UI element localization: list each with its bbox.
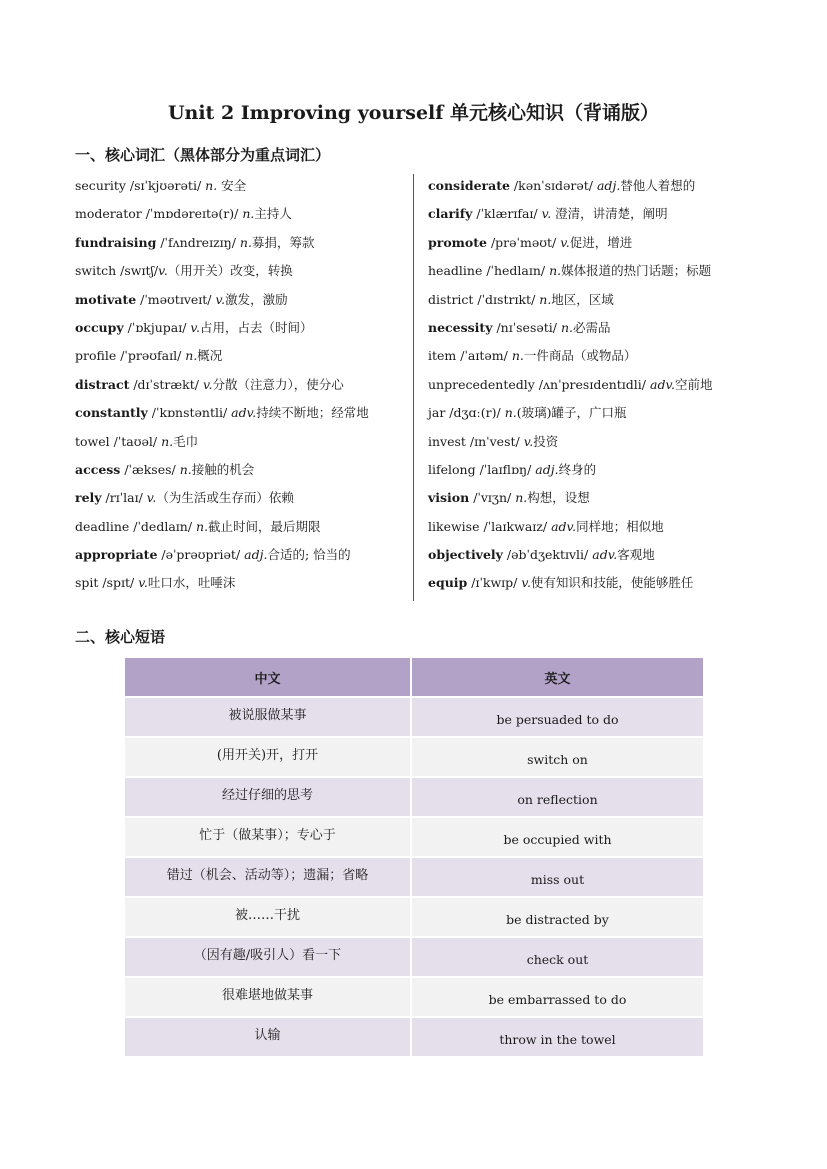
vocab-entry	[75, 200, 410, 228]
vocab-meaning: 使有知识和技能，使能够胜任	[530, 575, 694, 591]
vocab-pos: n.	[179, 461, 192, 477]
vocab-pron: /ˈtaʊəl/	[109, 433, 162, 449]
vocab-meaning: 空前地	[675, 376, 713, 392]
column-divider	[413, 174, 414, 601]
vocab-word: access	[75, 461, 121, 477]
vocab-word: necessity	[428, 319, 493, 335]
table-row	[125, 858, 703, 898]
vocab-pron: /rɪˈlaɪ/	[101, 490, 147, 506]
vocab-meaning: 澄清，讲清楚，阐明	[551, 206, 668, 222]
vocab-entry	[75, 569, 410, 597]
vocab-pos: v.	[541, 206, 552, 222]
vocab-pron: /swɪtʃ/	[116, 263, 159, 279]
table-row	[125, 818, 703, 858]
table-row	[125, 938, 703, 978]
phrase-chinese: 忙于（做某事）；专心于	[125, 818, 412, 858]
vocab-pos: n.	[205, 178, 218, 193]
vocab-pos: n.	[161, 433, 174, 449]
vocab-meaning: （为生活或生存而）依赖	[156, 490, 294, 506]
vocab-entry	[75, 257, 410, 285]
vocab-pos: v.	[523, 433, 534, 449]
vocab-word: motivate	[75, 291, 137, 307]
vocab-pron: /ˈdɪstrɪkt/	[473, 291, 540, 307]
vocab-meaning: 持续不断地；经常地	[256, 405, 369, 421]
phrase-table	[125, 658, 703, 1058]
vocab-pos: adv.	[231, 405, 257, 421]
table-row	[125, 978, 703, 1018]
vocab-meaning: 接触的机会	[191, 461, 255, 477]
vocab-pos: n.	[504, 405, 517, 421]
vocab-pos: n.	[515, 490, 528, 506]
vocab-word: rely	[75, 490, 102, 506]
vocab-meaning: 终身的	[558, 461, 597, 477]
vocab-meaning: 吐口水，吐唾沫	[147, 575, 236, 591]
vocab-word: moderator	[75, 206, 142, 222]
vocab-pron: /əˈprəʊpriət/	[157, 547, 245, 563]
vocab-entry	[75, 229, 410, 257]
vocab-pos: v.	[146, 490, 157, 506]
vocab-pron: /ˈməʊtɪveɪt/	[136, 291, 216, 307]
vocab-pos: v.	[560, 234, 570, 250]
vocab-column-left	[75, 172, 410, 598]
vocab-pron: /kənˈsɪdərət/	[509, 178, 597, 193]
vocab-meaning: 客观地	[617, 547, 655, 563]
vocab-word: profile	[75, 348, 117, 364]
vocab-pron: /ˈklærɪfaɪ/	[472, 206, 542, 222]
vocab-pos: n.	[242, 206, 255, 222]
vocab-pos: n.	[549, 263, 562, 279]
vocab-meaning: 同样地；相似地	[576, 518, 664, 534]
vocab-word: headline	[428, 263, 483, 279]
phrase-chinese: 被说服做某事	[125, 698, 412, 738]
vocab-entry	[428, 513, 758, 541]
vocab-meaning: 必需品	[573, 319, 611, 335]
vocab-entry	[75, 484, 410, 512]
vocab-entry	[75, 428, 410, 456]
vocab-word: fundraising	[75, 234, 157, 250]
vocab-word: constantly	[75, 405, 148, 421]
vocab-meaning: 构想，设想	[527, 490, 590, 506]
vocab-pron: /ˈkɒnstəntli/	[147, 405, 232, 421]
table-row	[125, 698, 703, 738]
vocab-pron: /ˈdedlaɪn/	[129, 518, 197, 534]
phrase-chinese: 经过仔细的思考	[125, 778, 412, 818]
vocab-word: likewise	[428, 518, 480, 534]
vocab-word: lifelong	[428, 461, 476, 477]
vocab-pos: adj.	[244, 547, 268, 563]
vocab-word: switch	[75, 263, 117, 279]
vocab-meaning: 主持人	[254, 206, 292, 222]
vocab-pos: n.	[560, 319, 573, 335]
vocab-meaning: 一件商品（或物品）	[523, 348, 637, 364]
vocab-pron: /prəˈməʊt/	[486, 234, 561, 250]
vocab-pos: n.	[511, 348, 524, 364]
phrase-chinese: （因有趣/吸引人）看一下	[125, 938, 412, 978]
vocab-word: deadline	[75, 518, 130, 534]
vocab-pron: /ˈfʌndreɪzɪŋ/	[156, 234, 240, 250]
vocab-entry	[428, 286, 758, 314]
vocab-entry	[428, 456, 758, 484]
vocab-entry	[428, 229, 758, 257]
vocab-pron: /ˈprəʊfaɪl/	[116, 348, 186, 364]
vocab-pron: /ˈaɪtəm/	[456, 348, 512, 364]
vocab-entry	[75, 541, 410, 569]
vocab-pron: /dʒɑː(r)/	[445, 405, 505, 421]
vocab-pos: n.	[196, 518, 209, 534]
phrase-chinese: 被……干扰	[125, 898, 412, 938]
vocab-pron: /ˈlaɪflɒŋ/	[475, 461, 536, 477]
phrase-english: be persuaded to do	[412, 698, 703, 738]
vocab-pron: /dɪˈstrækt/	[129, 376, 203, 392]
vocab-entry	[428, 371, 758, 399]
vocab-pos: v.	[202, 376, 213, 392]
vocab-entry	[75, 286, 410, 314]
table-row	[125, 898, 703, 938]
vocab-word: invest	[428, 433, 466, 449]
vocab-entry	[428, 569, 758, 597]
vocab-pos: n.	[539, 291, 552, 307]
vocab-word: objectively	[428, 547, 503, 563]
vocab-entry	[75, 513, 410, 541]
vocab-pron: /ˈækses/	[120, 461, 180, 477]
vocab-pos: v.	[190, 319, 200, 335]
phrase-chinese: 很难堪地做某事	[125, 978, 412, 1018]
vocab-entry	[428, 200, 758, 228]
vocab-meaning: 合适的; 恰当的	[267, 547, 351, 563]
vocab-pron: /əbˈdʒektɪvli/	[502, 547, 593, 563]
vocab-entry	[428, 172, 758, 200]
vocab-pos: v.	[158, 263, 168, 279]
vocab-entry	[428, 428, 758, 456]
vocab-meaning: 促进，增进	[569, 234, 633, 250]
vocab-word: appropriate	[75, 547, 158, 563]
phrase-section-title: 二、核心短语	[75, 628, 166, 646]
vocab-pos: adv.	[592, 547, 618, 563]
vocab-pron: /ʌnˈpresɪdentɪdli/	[534, 376, 650, 392]
vocab-meaning: 安全	[217, 178, 247, 193]
vocab-entry	[428, 314, 758, 342]
vocab-entry	[75, 342, 410, 370]
vocab-entry	[428, 257, 758, 285]
document-title: Unit 2 Improving yourself 单元核心知识（背诵版）	[167, 102, 660, 124]
vocab-entry	[428, 399, 758, 427]
phrase-chinese: 认输	[125, 1018, 412, 1058]
phrase-english: throw in the towel	[412, 1018, 703, 1058]
phrase-english: switch on	[412, 738, 703, 778]
vocab-meaning: 分散（注意力），使分心	[212, 376, 344, 392]
vocab-word: clarify	[428, 206, 473, 222]
vocab-pron: /ˈɒkjupaɪ/	[123, 319, 191, 335]
vocab-meaning: (玻璃)罐子，广口瓶	[516, 405, 627, 421]
vocab-word: distract	[75, 376, 130, 392]
vocab-pos: adv.	[650, 376, 676, 392]
vocab-pron: /ˈvɪʒn/	[469, 490, 516, 506]
vocab-meaning: 投资	[533, 433, 559, 449]
table-header-row	[125, 658, 703, 698]
vocab-word: jar	[428, 405, 446, 421]
phrase-english: check out	[412, 938, 703, 978]
vocab-entry	[428, 541, 758, 569]
vocab-entry	[75, 172, 410, 200]
vocab-word: vision	[428, 490, 470, 506]
vocab-entry	[75, 371, 410, 399]
vocab-pos: adv.	[551, 518, 577, 534]
vocab-pos: v.	[138, 575, 148, 591]
vocab-pron: /sɪˈkjʊərəti/	[125, 178, 206, 193]
vocab-pos: adj.	[596, 178, 621, 193]
vocab-pron: /ɪˈkwɪp/	[467, 575, 522, 591]
vocab-meaning: 占用，占去（时间）	[199, 319, 313, 335]
vocab-word: towel	[75, 433, 110, 449]
vocab-meaning: 募捐，筹款	[251, 234, 315, 250]
phrase-chinese: 错过（机会、活动等）；遗漏；省略	[125, 858, 412, 898]
vocab-entry	[428, 484, 758, 512]
phrase-english: miss out	[412, 858, 703, 898]
vocab-section-title: 一、核心词汇（黑体部分为重点词汇）	[75, 146, 331, 164]
vocab-pron: /ˈmɒdəreɪtə(r)/	[141, 206, 243, 222]
phrase-english: be distracted by	[412, 898, 703, 938]
vocab-entry	[428, 342, 758, 370]
vocab-word: district	[428, 291, 474, 307]
vocab-pron: /ˈlaɪkwaɪz/	[479, 518, 552, 534]
phrase-chinese: (用开关)开，打开	[125, 738, 412, 778]
vocab-entry	[75, 456, 410, 484]
vocab-pron: /nɪˈsesəti/	[492, 319, 561, 335]
vocab-pos: adj.	[535, 461, 559, 477]
phrase-english: be occupied with	[412, 818, 703, 858]
vocab-meaning: 截止时间，最后期限	[208, 518, 321, 534]
phrase-english: on reflection	[412, 778, 703, 818]
vocab-pos: n.	[185, 348, 198, 364]
vocab-meaning: 媒体报道的热门话题；标题	[561, 263, 712, 279]
vocab-word: security	[75, 178, 126, 193]
vocab-meaning: 激发，激励	[225, 291, 288, 307]
vocab-word: spit	[75, 575, 99, 591]
vocab-word: considerate	[428, 178, 510, 193]
vocab-column-right	[428, 172, 758, 598]
table-row	[125, 778, 703, 818]
table-row	[125, 738, 703, 778]
phrase-english: be embarrassed to do	[412, 978, 703, 1018]
vocab-meaning: 替他人着想的	[620, 178, 696, 193]
column-header-english: 英文	[412, 658, 703, 698]
vocab-pron: /ˈhedlaɪn/	[482, 263, 550, 279]
column-header-chinese: 中文	[125, 658, 412, 698]
vocab-meaning: 地区，区域	[551, 291, 614, 307]
vocab-word: occupy	[75, 319, 124, 335]
vocab-entry	[75, 399, 410, 427]
vocab-word: unprecedentedly	[428, 376, 535, 392]
vocab-meaning: 概况	[197, 348, 223, 364]
vocab-pron: /spɪt/	[98, 575, 139, 591]
table-row	[125, 1018, 703, 1058]
vocab-pron: /ɪnˈvest/	[465, 433, 524, 449]
vocab-word: equip	[428, 575, 468, 591]
vocab-meaning: 毛巾	[173, 433, 199, 449]
vocab-pos: v.	[215, 291, 226, 307]
vocab-entry	[75, 314, 410, 342]
vocab-pos: n.	[239, 234, 252, 250]
vocab-word: item	[428, 348, 457, 364]
vocab-pos: v.	[521, 575, 531, 591]
vocab-meaning: （用开关）改变，转换	[167, 263, 293, 279]
vocab-word: promote	[428, 234, 487, 250]
